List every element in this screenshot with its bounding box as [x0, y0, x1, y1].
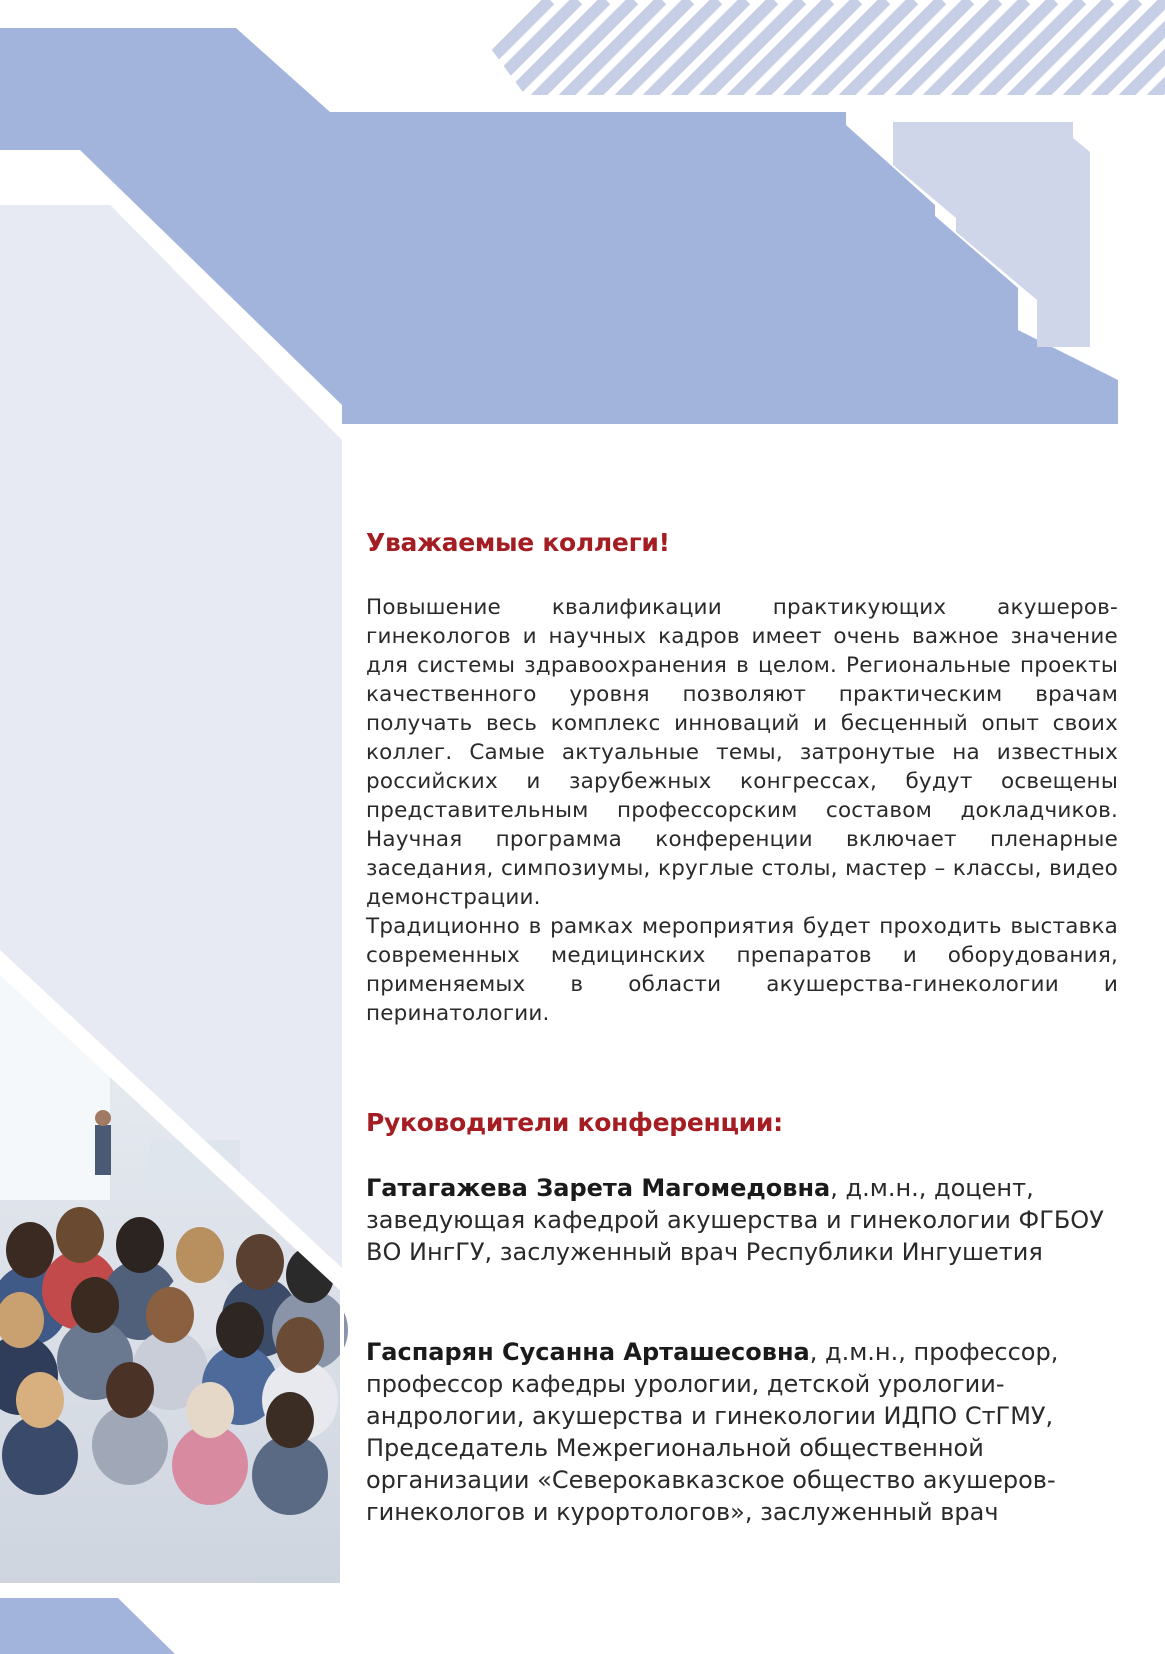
audience-head — [186, 1382, 234, 1438]
audience-head — [71, 1277, 119, 1333]
leader-entry — [366, 1172, 1118, 1268]
audience-head — [266, 1392, 314, 1448]
audience-head — [276, 1317, 324, 1373]
leader-name: Гаспарян Сусанна Арташесовна — [366, 1338, 810, 1366]
audience-head — [6, 1222, 54, 1278]
stripe-pattern — [440, 0, 1165, 110]
leader-details: , д.м.н., профессор, профессор кафедры урологии, детской урологии-андрологии, акушерства и гинекологии ИДПО СтГМУ, Председатель Межрегиональной общественной организации «Северокавказское общество акушеров-гинекологов и курортологов», заслуженный врач — [366, 1338, 1059, 1526]
audience-head — [106, 1362, 154, 1418]
corner-shape — [0, 1598, 175, 1654]
intro-paragraph: Повышение квалификации практикующих акушеров-гинекологов и научных кадров имеет очень важное значение для системы здравоохранения в целом. Региональные проекты качественного уровня позволяют практическим врачам получать весь комплекс инноваций и бесценный опыт своих коллег. Самые актуальные темы, затронутые на известных российских и зарубежных конгрессах, будут освещены представительным профессорским составом докладчиков. Научная программа конференции включает пленарные заседания, симпозиумы, круглые столы, мастер – классы, видео демонстрации. — [366, 595, 1118, 910]
audience-head — [146, 1287, 194, 1343]
intro-text — [366, 593, 1118, 1028]
leader-name: Гатагажева Зарета Магомедовна — [366, 1174, 831, 1202]
audience-head — [116, 1217, 164, 1273]
intro-paragraph: Традиционно в рамках мероприятия будет проходить выставка современных медицинских препаратов и оборудования, применяемых в области акушерства-гинекологии и перинатологии. — [366, 914, 1118, 1026]
audience-head — [176, 1227, 224, 1283]
audience-head — [216, 1302, 264, 1358]
audience-head — [16, 1372, 64, 1428]
leader-details: , д.м.н., доцент, заведующая кафедрой акушерства и гинекологии ФГБОУ ВО ИнгГУ, заслуженный врач Республики Ингушетия — [366, 1174, 1104, 1266]
leaders-title: Руководители конференции: — [366, 1108, 783, 1137]
leader-entry — [366, 1336, 1118, 1528]
audience-head — [236, 1234, 284, 1290]
greeting-title: Уважаемые коллеги! — [366, 528, 670, 557]
audience-head — [56, 1207, 104, 1263]
